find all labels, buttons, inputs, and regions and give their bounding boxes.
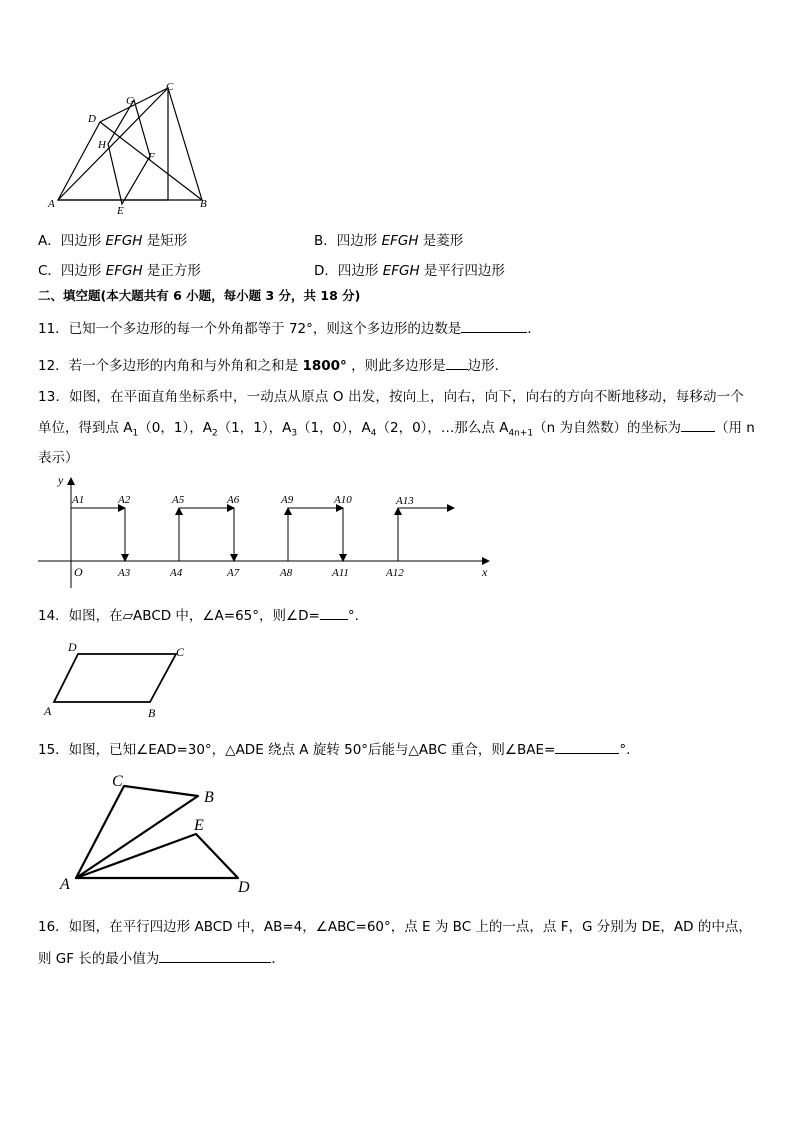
label-a: A (48, 198, 55, 210)
axis-x-label: x (482, 565, 488, 579)
question-13-line2: 单位，得到点 $A_1(0$，1），$A_2(1$，1），$A_3(1$，0），$A_4(2$，0），…那么点 $A_{4n+1}(n$ 为自然数）的坐标为 （用 n (38, 420, 755, 439)
option-c[interactable]: C．四边形 EFGH 是正方形 (38, 263, 201, 279)
parallelogram-abcd (54, 654, 176, 702)
label-g: G (126, 95, 134, 107)
answer-blank[interactable] (446, 357, 468, 370)
question-15: 15．如图，已知∠EAD=30°，△ADE 绕点 A 旋转 50°后能与△ABC 重合，则∠BAE= °. (38, 742, 631, 758)
label-b: B (200, 198, 207, 210)
question-16-line2: 则 GF 长的最小值为 ． (38, 951, 285, 967)
point-a10-label: A10 (334, 494, 352, 506)
rotation-triangle-figure (56, 770, 266, 896)
question-16-line1: 16．如图，在平行四边形 ABCD 中，AB=4，∠ABC=60°，点 E 为 BC 上的一点，点 F，G 分别为 DE，AD 的中点， (38, 919, 752, 935)
label-d: D (88, 113, 96, 125)
point-a13-label: A13 (396, 495, 414, 507)
origin-label: O (74, 565, 83, 579)
label-e: E (194, 817, 204, 834)
label-h: H (98, 139, 106, 151)
label-c: C (112, 773, 123, 790)
answer-blank[interactable] (159, 950, 271, 963)
point-a9-label: A9 (281, 494, 294, 506)
label-b: B (204, 789, 214, 806)
question-11: 11．已知一个多边形的每一个外角都等于 72°，则这个多边形的边数是 ． (38, 321, 541, 337)
point-a2-label: A2 (118, 494, 131, 506)
coordinate-path-figure (34, 470, 504, 592)
option-a[interactable]: A．四边形 EFGH 是矩形 (38, 233, 188, 249)
question-12: 12．若一个多边形的内角和与外角和之和是 1800° ，则此多边形是 边形. (38, 358, 499, 374)
label-a: A (60, 876, 70, 893)
point-a12-label: A12 (386, 567, 404, 579)
label-c: C (166, 81, 174, 93)
answer-blank[interactable] (461, 320, 527, 333)
quadrilateral-figure (44, 78, 214, 218)
point-a5-label: A5 (172, 494, 185, 506)
point-a11-label: A11 (332, 567, 349, 579)
point-a8-label: A8 (280, 567, 293, 579)
answer-blank[interactable] (681, 419, 715, 432)
option-b[interactable]: B．四边形 EFGH 是菱形 (314, 233, 464, 249)
label-c: C (176, 645, 185, 659)
label-d: D (68, 640, 77, 654)
answer-blank[interactable] (555, 741, 619, 754)
point-a7-label: A7 (227, 567, 240, 579)
question-14: 14．如图，在▱ABCD 中，∠A=65°，则∠D= °. (38, 608, 359, 624)
answer-blank[interactable] (320, 607, 348, 620)
question-13-line1: 13．如图，在平面直角坐标系中，一动点从原点 O 出发，按向上，向右，向下，向右的方向不断地移动，每移动一个 (38, 389, 744, 405)
label-d: D (238, 879, 250, 896)
option-d[interactable]: D．四边形 EFGH 是平行四边形 (314, 263, 505, 279)
label-e: E (117, 205, 124, 217)
section-heading: 二、填空题(本大题共有 6 小题，每小题 3 分，共 18 分) (38, 288, 361, 303)
point-a6-label: A6 (227, 494, 240, 506)
label-b: B (148, 706, 156, 720)
question-13-line3: 表示） (38, 450, 79, 466)
label-a: A (44, 704, 52, 718)
axis-y-label: y (58, 473, 64, 487)
triangle-abc (76, 786, 198, 878)
point-a1-label: A1 (72, 494, 85, 506)
label-f: F (148, 151, 155, 163)
point-a3-label: A3 (118, 567, 131, 579)
parallelogram-figure (40, 636, 200, 720)
triangle-ade (76, 834, 238, 878)
quadrilateral-efgh (108, 100, 150, 204)
point-a4-label: A4 (170, 567, 183, 579)
